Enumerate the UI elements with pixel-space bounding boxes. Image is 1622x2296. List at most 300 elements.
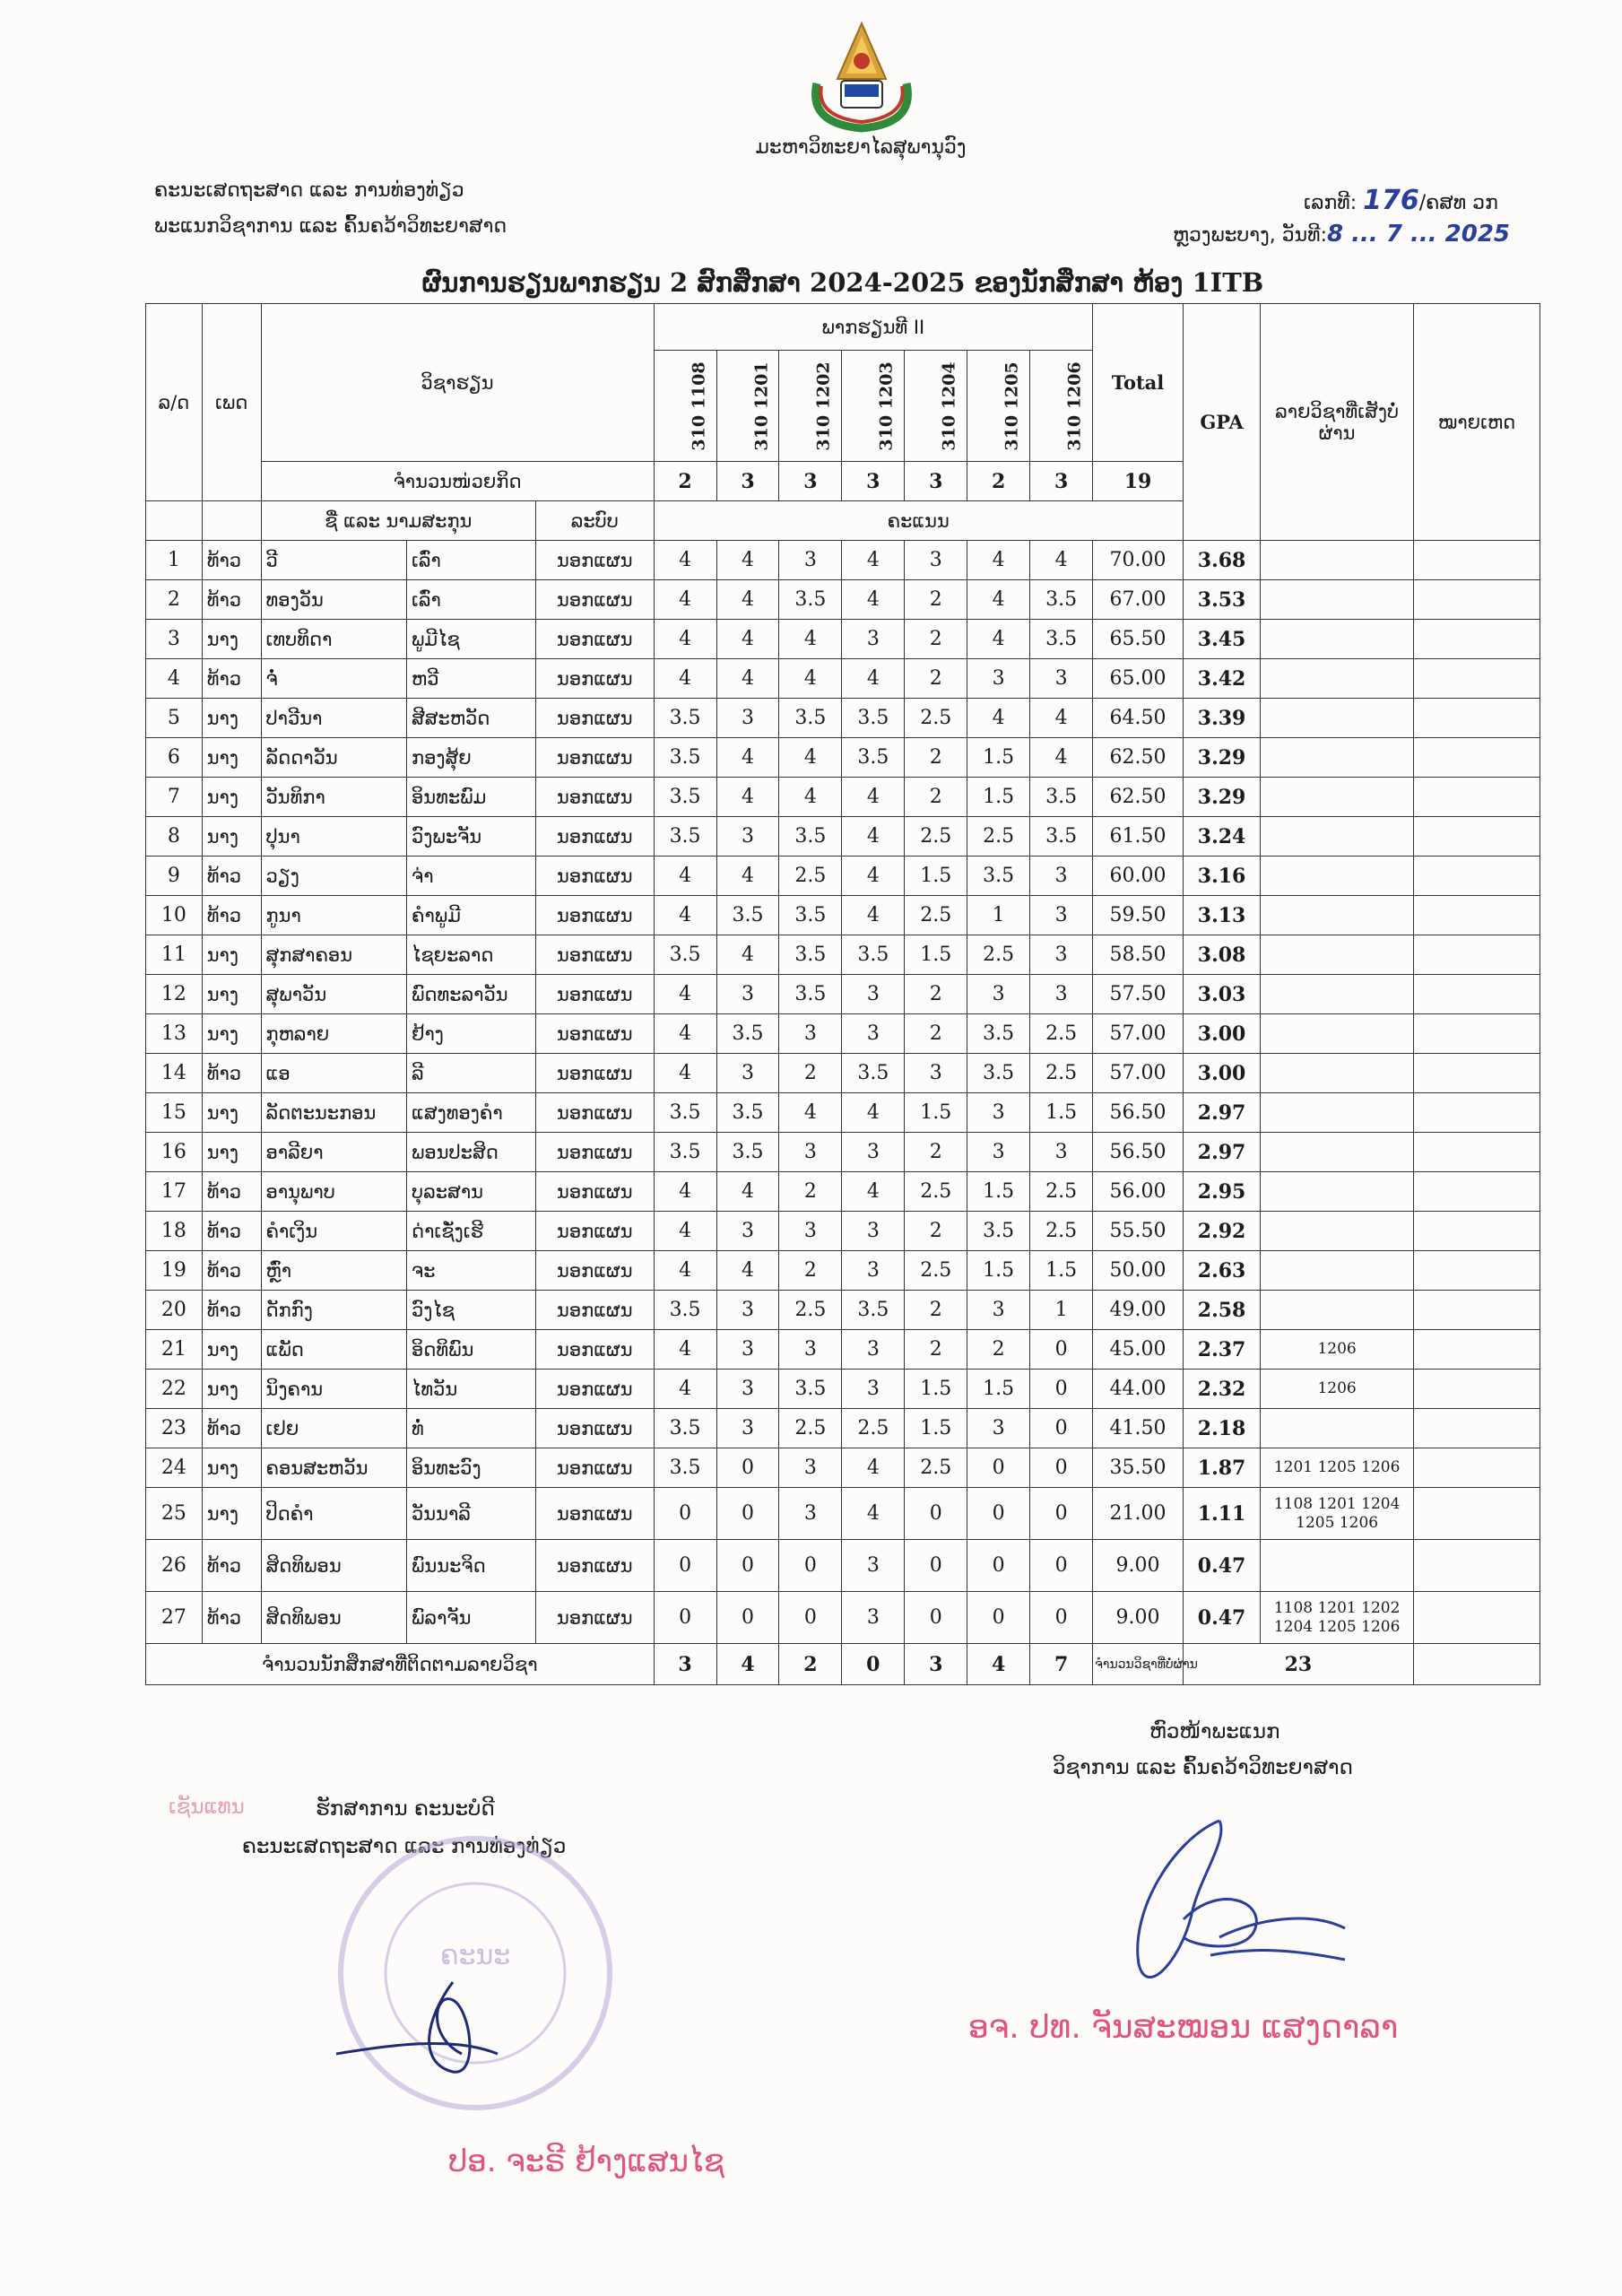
score-cell: 3 xyxy=(842,1592,905,1644)
row-gpa: 3.53 xyxy=(1183,580,1260,620)
score-cell: 4 xyxy=(967,699,1030,738)
score-cell: 3.5 xyxy=(779,699,842,738)
row-note xyxy=(1413,778,1540,817)
row-failed-subjects xyxy=(1261,1093,1414,1133)
row-first-name: ວັນທິກາ xyxy=(261,778,406,817)
faculty-name: ຄະນະເສດຖະສາດ ແລະ ການທ່ອງທ່ຽວ xyxy=(154,179,464,202)
row-gpa: 2.18 xyxy=(1183,1409,1260,1448)
row-gpa: 3.13 xyxy=(1183,896,1260,935)
row-first-name: ແອ xyxy=(261,1054,406,1093)
document-title: ຜົນການຮຽນພາກຮຽນ 2 ສົກສຶກສາ 2024-2025 ຂອງນັກສຶກສາ ຫ້ອງ 1ITB xyxy=(421,267,1264,298)
score-cell: 3.5 xyxy=(779,580,842,620)
row-type: ນອກແຜນ xyxy=(535,541,654,580)
score-cell: 4 xyxy=(842,1172,905,1212)
signed-on-behalf-label: ເຊັນແທນ xyxy=(169,1796,245,1819)
score-cell: 0 xyxy=(654,1488,716,1540)
course-code-cell xyxy=(654,351,716,462)
score-cell: 4 xyxy=(1030,738,1093,778)
table-row xyxy=(146,1014,1540,1054)
course-code: 310 1204 xyxy=(939,361,959,451)
score-cell: 3.5 xyxy=(842,1054,905,1093)
row-note xyxy=(1413,1448,1540,1488)
row-last-name: ເລົ່າ xyxy=(407,580,536,620)
score-cell: 4 xyxy=(716,935,779,975)
score-cell: 3 xyxy=(967,1291,1030,1330)
row-gender: ນາງ xyxy=(202,1133,261,1172)
row-total: 56.50 xyxy=(1093,1093,1184,1133)
row-failed-subjects xyxy=(1261,738,1414,778)
score-cell: 3.5 xyxy=(967,1054,1030,1093)
row-no: 1 xyxy=(146,541,203,580)
table-row xyxy=(146,1540,1540,1592)
credit-cell: 3 xyxy=(1030,462,1093,501)
score-cell: 3 xyxy=(905,541,967,580)
course-code: 310 1203 xyxy=(876,361,897,451)
row-type: ນອກແຜນ xyxy=(535,620,654,659)
row-type: ນອກແຜນ xyxy=(535,1330,654,1370)
row-total: 62.50 xyxy=(1093,778,1184,817)
row-type: ນອກແຜນ xyxy=(535,1291,654,1330)
row-failed-subjects: 1206 xyxy=(1261,1330,1414,1370)
score-cell: 2.5 xyxy=(905,699,967,738)
document-number-value: 176 xyxy=(1363,185,1419,216)
score-cell: 2 xyxy=(905,580,967,620)
score-cell: 3.5 xyxy=(654,1409,716,1448)
row-first-name: ສິດທິພອນ xyxy=(261,1592,406,1644)
score-cell: 0 xyxy=(716,1448,779,1488)
score-cell: 2.5 xyxy=(967,817,1030,857)
score-cell: 4 xyxy=(716,580,779,620)
score-cell: 3 xyxy=(1030,1133,1093,1172)
row-type: ນອກແຜນ xyxy=(535,1251,654,1291)
row-type: ນອກແຜນ xyxy=(535,975,654,1014)
row-gpa: 3.68 xyxy=(1183,541,1260,580)
row-first-name: ສຸພາວັນ xyxy=(261,975,406,1014)
score-cell: 4 xyxy=(654,580,716,620)
score-cell: 1.5 xyxy=(1030,1251,1093,1291)
row-last-name: ດ່າເຊັ່ງເຮີ xyxy=(407,1212,536,1251)
row-gender: ນາງ xyxy=(202,817,261,857)
score-cell: 0 xyxy=(716,1488,779,1540)
col-subject-header: ວິຊາຮຽນ xyxy=(261,304,654,462)
row-total: 35.50 xyxy=(1093,1448,1184,1488)
course-code: 310 1202 xyxy=(814,361,835,451)
col-semester-header: ພາກຮຽນທີ II xyxy=(654,304,1093,351)
row-gpa: 3.08 xyxy=(1183,935,1260,975)
score-cell: 3.5 xyxy=(654,1093,716,1133)
row-failed-subjects: 1201 1205 1206 xyxy=(1261,1448,1414,1488)
score-cell: 3 xyxy=(716,1291,779,1330)
score-cell: 3 xyxy=(842,1370,905,1409)
score-cell: 3 xyxy=(716,1330,779,1370)
row-failed-subjects xyxy=(1261,1133,1414,1172)
score-cell: 4 xyxy=(654,1172,716,1212)
row-no: 26 xyxy=(146,1540,203,1592)
course-code: 310 1108 xyxy=(689,361,709,451)
row-type: ນອກແຜນ xyxy=(535,1409,654,1448)
row-no: 25 xyxy=(146,1488,203,1540)
row-note xyxy=(1413,1291,1540,1330)
course-code: 310 1205 xyxy=(1002,361,1022,451)
row-first-name: ຄຳເງິນ xyxy=(261,1212,406,1251)
credit-total-cell: 19 xyxy=(1093,462,1184,501)
header-row-1 xyxy=(146,304,1540,351)
row-no: 19 xyxy=(146,1251,203,1291)
score-cell: 3 xyxy=(1030,896,1093,935)
row-last-name: ອິນທະວົງ xyxy=(407,1448,536,1488)
score-cell: 3 xyxy=(842,1212,905,1251)
row-first-name: ອານຸພາບ xyxy=(261,1172,406,1212)
footer-failed-label: ຈຳນວນວິຊາທີ່ບໍ່ຜ່ານ xyxy=(1093,1644,1184,1685)
score-cell: 3.5 xyxy=(654,699,716,738)
table-row xyxy=(146,1251,1540,1291)
score-cell: 2 xyxy=(779,1251,842,1291)
score-cell: 2 xyxy=(905,1212,967,1251)
score-cell: 3 xyxy=(967,1093,1030,1133)
table-row xyxy=(146,1370,1540,1409)
stamp-text: ຄະນະ xyxy=(439,1940,511,1971)
row-gender: ນາງ xyxy=(202,1448,261,1488)
score-cell: 4 xyxy=(654,896,716,935)
row-no: 12 xyxy=(146,975,203,1014)
row-note xyxy=(1413,1093,1540,1133)
row-total: 59.50 xyxy=(1093,896,1184,935)
score-cell: 1 xyxy=(1030,1291,1093,1330)
score-cell: 3.5 xyxy=(654,1133,716,1172)
score-cell: 3.5 xyxy=(654,1291,716,1330)
department-name: ພະແນກວິຊາການ ແລະ ຄົ້ນຄວ້າວິທະຍາສາດ xyxy=(154,215,507,238)
row-first-name: ວີ xyxy=(261,541,406,580)
score-cell: 3 xyxy=(842,1133,905,1172)
score-cell: 4 xyxy=(716,857,779,896)
row-failed-subjects xyxy=(1261,1251,1414,1291)
credits-label: ຈຳນວນໜ່ວຍກິດ xyxy=(261,462,654,501)
row-gpa: 3.42 xyxy=(1183,659,1260,699)
row-no: 2 xyxy=(146,580,203,620)
score-cell: 2 xyxy=(967,1330,1030,1370)
score-cell: 4 xyxy=(654,659,716,699)
score-cell: 3 xyxy=(716,1212,779,1251)
course-code-cell xyxy=(779,351,842,462)
row-failed-subjects: 1206 xyxy=(1261,1370,1414,1409)
row-type: ນອກແຜນ xyxy=(535,659,654,699)
row-last-name: ວັນນາລີ xyxy=(407,1488,536,1540)
score-cell: 4 xyxy=(1030,699,1093,738)
row-gpa: 3.45 xyxy=(1183,620,1260,659)
score-cell: 4 xyxy=(1030,541,1093,580)
row-gender: ນາງ xyxy=(202,975,261,1014)
course-code-cell xyxy=(967,351,1030,462)
table-row xyxy=(146,778,1540,817)
row-first-name: ສິດທິພອນ xyxy=(261,1540,406,1592)
row-total: 55.50 xyxy=(1093,1212,1184,1251)
footer-count: 2 xyxy=(779,1644,842,1685)
footer-row xyxy=(146,1644,1540,1685)
score-cell: 4 xyxy=(654,1370,716,1409)
footer-count: 4 xyxy=(967,1644,1030,1685)
score-cell: 3 xyxy=(779,1488,842,1540)
document-date-value: 8 ... 7 ... 2025 xyxy=(1327,221,1511,248)
row-first-name: ປຸນາ xyxy=(261,817,406,857)
type-label: ລະບົບ xyxy=(535,501,654,541)
score-cell: 3 xyxy=(967,659,1030,699)
row-type: ນອກແຜນ xyxy=(535,935,654,975)
score-cell: 0 xyxy=(1030,1592,1093,1644)
row-no: 10 xyxy=(146,896,203,935)
row-type: ນອກແຜນ xyxy=(535,1488,654,1540)
table-row xyxy=(146,1409,1540,1448)
row-gpa: 2.95 xyxy=(1183,1172,1260,1212)
score-cell: 4 xyxy=(967,580,1030,620)
row-first-name: ເຢຍ xyxy=(261,1409,406,1448)
row-gpa: 3.29 xyxy=(1183,738,1260,778)
row-no: 5 xyxy=(146,699,203,738)
row-first-name: ແພັດ xyxy=(261,1330,406,1370)
row-type: ນອກແຜນ xyxy=(535,1370,654,1409)
score-cell: 3.5 xyxy=(967,1014,1030,1054)
score-cell: 3 xyxy=(1030,975,1093,1014)
row-failed-subjects xyxy=(1261,541,1414,580)
row-first-name: ດັກກົງ xyxy=(261,1291,406,1330)
row-gender: ນາງ xyxy=(202,699,261,738)
row-last-name: ຄຳພູມີ xyxy=(407,896,536,935)
score-cell: 0 xyxy=(905,1592,967,1644)
row-last-name: ພອນປະສິດ xyxy=(407,1133,536,1172)
score-cell: 3.5 xyxy=(967,857,1030,896)
row-total: 57.00 xyxy=(1093,1014,1184,1054)
row-total: 56.50 xyxy=(1093,1133,1184,1172)
row-gender: ທ້າວ xyxy=(202,1409,261,1448)
score-cell: 3.5 xyxy=(842,1291,905,1330)
course-code-cell xyxy=(716,351,779,462)
footer-failed-value: 23 xyxy=(1183,1644,1413,1685)
table-row xyxy=(146,1172,1540,1212)
row-last-name: ແສງທອງຄຳ xyxy=(407,1093,536,1133)
row-gender: ທ້າວ xyxy=(202,1054,261,1093)
row-gender: ນາງ xyxy=(202,1370,261,1409)
score-cell: 3 xyxy=(842,1330,905,1370)
table-row xyxy=(146,659,1540,699)
score-cell: 2.5 xyxy=(779,1291,842,1330)
score-cell: 0 xyxy=(1030,1330,1093,1370)
row-total: 65.50 xyxy=(1093,620,1184,659)
row-total: 58.50 xyxy=(1093,935,1184,975)
row-type: ນອກແຜນ xyxy=(535,738,654,778)
row-gpa: 1.87 xyxy=(1183,1448,1260,1488)
score-cell: 3.5 xyxy=(967,1212,1030,1251)
score-cell: 3 xyxy=(842,975,905,1014)
row-last-name: ຫວີ xyxy=(407,659,536,699)
row-type: ນອກແຜນ xyxy=(535,699,654,738)
score-cell: 1.5 xyxy=(967,738,1030,778)
credit-cell: 3 xyxy=(716,462,779,501)
score-cell: 4 xyxy=(842,1488,905,1540)
grades-table xyxy=(145,303,1540,1685)
score-cell: 4 xyxy=(716,620,779,659)
course-code-cell xyxy=(842,351,905,462)
row-note xyxy=(1413,1251,1540,1291)
score-cell: 2 xyxy=(779,1054,842,1093)
row-note xyxy=(1413,975,1540,1014)
credit-cell: 3 xyxy=(905,462,967,501)
row-gpa: 3.00 xyxy=(1183,1014,1260,1054)
score-cell: 3 xyxy=(842,1540,905,1592)
col-failed-header: ລາຍວິຊາທີ່ເສັງບໍ່ຜ່ານ xyxy=(1261,304,1414,541)
row-note xyxy=(1413,1592,1540,1644)
row-gender: ນາງ xyxy=(202,738,261,778)
row-gpa: 3.24 xyxy=(1183,817,1260,857)
score-cell: 3.5 xyxy=(779,935,842,975)
score-cell: 3 xyxy=(716,817,779,857)
score-cell: 0 xyxy=(716,1592,779,1644)
row-last-name: ພົດທະລາວັນ xyxy=(407,975,536,1014)
row-failed-subjects xyxy=(1261,778,1414,817)
row-note xyxy=(1413,1409,1540,1448)
row-no: 22 xyxy=(146,1370,203,1409)
score-cell: 4 xyxy=(842,817,905,857)
row-total: 57.00 xyxy=(1093,1054,1184,1093)
row-total: 44.00 xyxy=(1093,1370,1184,1409)
row-last-name: ຢ້າງ xyxy=(407,1014,536,1054)
row-note xyxy=(1413,1370,1540,1409)
table-row xyxy=(146,857,1540,896)
score-cell: 4 xyxy=(654,857,716,896)
row-failed-subjects xyxy=(1261,935,1414,975)
left-signer-title: ຮັກສາການ ຄະນະບໍດີ xyxy=(316,1797,495,1821)
row-failed-subjects xyxy=(1261,1054,1414,1093)
table-row xyxy=(146,1054,1540,1093)
row-failed-subjects xyxy=(1261,580,1414,620)
row-first-name: ເທບທິດາ xyxy=(261,620,406,659)
score-cell: 3.5 xyxy=(654,935,716,975)
row-first-name: ກຸຫລາຍ xyxy=(261,1014,406,1054)
score-cell: 3 xyxy=(842,1014,905,1054)
row-first-name: ລັດດາວັນ xyxy=(261,738,406,778)
score-cell: 2.5 xyxy=(905,896,967,935)
row-total: 70.00 xyxy=(1093,541,1184,580)
row-last-name: ບຸລະສານ xyxy=(407,1172,536,1212)
row-last-name: ໄທວັນ xyxy=(407,1370,536,1409)
score-cell: 3 xyxy=(779,1014,842,1054)
score-cell: 1 xyxy=(967,896,1030,935)
score-cell: 0 xyxy=(905,1488,967,1540)
col-no-header: ລ/ດ xyxy=(146,304,203,501)
row-no: 4 xyxy=(146,659,203,699)
score-cell: 3.5 xyxy=(716,1133,779,1172)
score-cell: 4 xyxy=(842,541,905,580)
row-note xyxy=(1413,1540,1540,1592)
row-note xyxy=(1413,1330,1540,1370)
table-row xyxy=(146,1133,1540,1172)
footer-count: 3 xyxy=(654,1644,716,1685)
score-cell: 2.5 xyxy=(905,817,967,857)
score-cell: 4 xyxy=(779,738,842,778)
row-gender: ທ້າວ xyxy=(202,1540,261,1592)
row-first-name: ຄອນສະຫວັນ xyxy=(261,1448,406,1488)
score-cell: 1.5 xyxy=(905,1093,967,1133)
row-total: 67.00 xyxy=(1093,580,1184,620)
row-first-name: ສຸກສາຄອນ xyxy=(261,935,406,975)
footer-count: 4 xyxy=(716,1644,779,1685)
row-failed-subjects xyxy=(1261,1172,1414,1212)
row-type: ນອກແຜນ xyxy=(535,1592,654,1644)
score-cell: 2.5 xyxy=(905,1448,967,1488)
row-type: ນອກແຜນ xyxy=(535,778,654,817)
row-gender: ນາງ xyxy=(202,778,261,817)
row-type: ນອກແຜນ xyxy=(535,1133,654,1172)
score-cell: 2 xyxy=(905,659,967,699)
row-gender: ທ້າວ xyxy=(202,1592,261,1644)
score-cell: 0 xyxy=(967,1592,1030,1644)
score-cell: 3.5 xyxy=(1030,620,1093,659)
col-gender-header: ເພດ xyxy=(202,304,261,501)
row-last-name: ສີສະຫວັດ xyxy=(407,699,536,738)
score-cell: 2 xyxy=(905,620,967,659)
row-note xyxy=(1413,817,1540,857)
score-cell: 0 xyxy=(779,1540,842,1592)
row-gender: ທ້າວ xyxy=(202,1291,261,1330)
row-note xyxy=(1413,896,1540,935)
table-row xyxy=(146,1093,1540,1133)
row-no: 17 xyxy=(146,1172,203,1212)
row-failed-subjects xyxy=(1261,620,1414,659)
score-cell: 4 xyxy=(842,778,905,817)
table-row xyxy=(146,541,1540,580)
credit-cell: 2 xyxy=(654,462,716,501)
row-gpa: 2.92 xyxy=(1183,1212,1260,1251)
row-note xyxy=(1413,1014,1540,1054)
row-gender: ທ້າວ xyxy=(202,580,261,620)
document-number-suffix: /ຄສທ ວກ xyxy=(1418,192,1498,214)
score-cell: 3.5 xyxy=(654,817,716,857)
table-row xyxy=(146,1448,1540,1488)
row-no: 9 xyxy=(146,857,203,896)
table-row xyxy=(146,1592,1540,1644)
score-cell: 3.5 xyxy=(1030,778,1093,817)
row-note xyxy=(1413,738,1540,778)
row-gender: ທ້າວ xyxy=(202,857,261,896)
right-handwritten-signature xyxy=(1085,1803,1354,2000)
score-cell: 3 xyxy=(967,1133,1030,1172)
score-cell: 0 xyxy=(967,1540,1030,1592)
score-cell: 3 xyxy=(716,1370,779,1409)
score-cell: 4 xyxy=(779,778,842,817)
score-cell: 4 xyxy=(654,541,716,580)
row-type: ນອກແຜນ xyxy=(535,580,654,620)
score-cell: 2.5 xyxy=(1030,1054,1093,1093)
row-last-name: ອິດທິພົນ xyxy=(407,1330,536,1370)
score-cell: 2 xyxy=(905,1330,967,1370)
score-cell: 0 xyxy=(654,1540,716,1592)
left-handwritten-signature xyxy=(318,1955,516,2090)
footer-label: ຈຳນວນນັກສຶກສາທີ່ຕິດຕາມລາຍວິຊາ xyxy=(146,1644,655,1685)
row-failed-subjects xyxy=(1261,1014,1414,1054)
score-cell: 3.5 xyxy=(779,817,842,857)
score-label: ຄະແນນ xyxy=(654,501,1183,541)
footer-count: 7 xyxy=(1030,1644,1093,1685)
score-cell: 3 xyxy=(1030,857,1093,896)
document-number xyxy=(1304,185,1498,216)
score-cell: 3 xyxy=(779,541,842,580)
score-cell: 3 xyxy=(1030,935,1093,975)
score-cell: 2.5 xyxy=(1030,1212,1093,1251)
score-cell: 2 xyxy=(905,1014,967,1054)
row-last-name: ຈະ xyxy=(407,1251,536,1291)
score-cell: 2.5 xyxy=(779,857,842,896)
course-code: 310 1201 xyxy=(751,361,772,451)
score-cell: 0 xyxy=(716,1540,779,1592)
score-cell: 3.5 xyxy=(654,738,716,778)
